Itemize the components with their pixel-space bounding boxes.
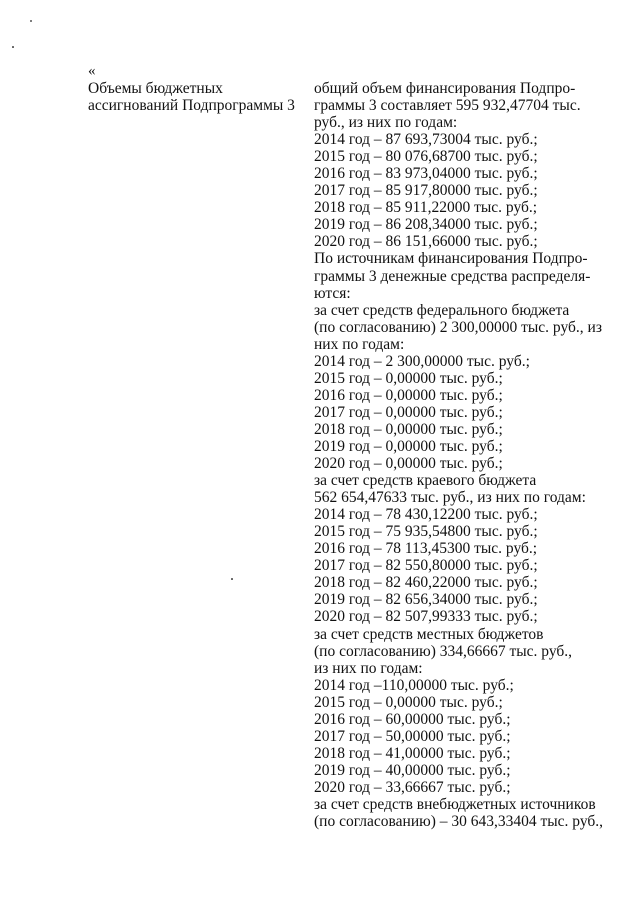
- value-line: (по согласованию) 2 300,00000 тыс. руб., из: [314, 318, 602, 336]
- scan-speck: [231, 578, 233, 580]
- value-line: руб., из них по годам:: [314, 114, 458, 132]
- label-line: Объемы бюджетных: [88, 80, 223, 97]
- value-line: 2016 год – 83 973,04000 тыс. руб.;: [314, 165, 538, 183]
- opening-quote: «: [88, 63, 96, 79]
- value-line: 2018 год – 85 911,22000 тыс. руб.;: [314, 199, 538, 217]
- value-line: 2020 год – 33,66667 тыс. руб.;: [314, 778, 511, 796]
- value-line: 2016 год – 60,00000 тыс. руб.;: [314, 710, 511, 728]
- label-line: ассигнований Подпрограммы 3: [88, 97, 295, 115]
- value-line: 2017 год – 82 550,80000 тыс. руб.;: [314, 557, 538, 575]
- value-line: (по согласованию) 334,66667 тыс. руб.,: [314, 642, 573, 660]
- value-line: 2014 год – 2 300,00000 тыс. руб.;: [314, 352, 530, 370]
- value-line: за счет средств федерального бюджета: [314, 301, 570, 319]
- value-line: 2020 год – 0,00000 тыс. руб.;: [314, 455, 503, 473]
- table-value-cell: [314, 80, 604, 830]
- value-line: 2018 год – 82 460,22000 тыс. руб.;: [314, 574, 538, 592]
- table-label-cell: [88, 80, 303, 114]
- value-line: 2015 год – 0,00000 тыс. руб.;: [314, 369, 503, 387]
- value-line: (по согласованию) – 30 643,33404 тыс. руб.,: [314, 813, 604, 831]
- value-line: за счет средств краевого бюджета: [314, 472, 537, 490]
- value-line: ются:: [314, 284, 351, 302]
- value-line: 2019 год – 86 208,34000 тыс. руб.;: [314, 216, 538, 234]
- value-line: 2015 год – 0,00000 тыс. руб.;: [314, 693, 503, 711]
- value-line: 2020 год – 82 507,99333 тыс. руб.;: [314, 608, 538, 626]
- value-line: за счет средств местных бюджетов: [314, 625, 544, 643]
- scan-speck: [12, 46, 14, 48]
- value-line: 2014 год – 87 693,73004 тыс. руб.;: [314, 131, 538, 149]
- value-line: 2019 год – 40,00000 тыс. руб.;: [314, 761, 511, 779]
- value-line: 2020 год – 86 151,66000 тыс. руб.;: [314, 233, 538, 251]
- value-line: из них по годам:: [314, 659, 423, 677]
- value-line: 2017 год – 0,00000 тыс. руб.;: [314, 403, 503, 421]
- value-line: 2018 год – 0,00000 тыс. руб.;: [314, 420, 503, 438]
- value-line: 2018 год – 41,00000 тыс. руб.;: [314, 744, 511, 762]
- value-line: общий объем финансирования Подпро-: [314, 80, 576, 97]
- value-line: 2019 год – 0,00000 тыс. руб.;: [314, 437, 503, 455]
- value-line: 2017 год – 50,00000 тыс. руб.;: [314, 727, 511, 745]
- scan-speck: [30, 20, 32, 22]
- value-line: 2019 год – 82 656,34000 тыс. руб.;: [314, 591, 538, 609]
- value-line: 2014 год – 78 430,12200 тыс. руб.;: [314, 506, 538, 524]
- value-line: 2015 год – 80 076,68700 тыс. руб.;: [314, 148, 538, 166]
- value-line: граммы 3 денежные средства распределя-: [314, 267, 591, 285]
- value-line: 2016 год – 78 113,45300 тыс. руб.;: [314, 540, 538, 558]
- value-line: 2014 год –110,00000 тыс. руб.;: [314, 676, 514, 694]
- value-line: них по годам:: [314, 335, 405, 353]
- value-line: 2017 год – 85 917,80000 тыс. руб.;: [314, 182, 538, 200]
- value-line: за счет средств внебюджетных источников: [314, 795, 596, 813]
- value-line: 562 654,47633 тыс. руб., из них по годам:: [314, 489, 586, 507]
- value-line: 2015 год – 75 935,54800 тыс. руб.;: [314, 523, 538, 541]
- value-line: граммы 3 составляет 595 932,47704 тыс.: [314, 97, 581, 115]
- value-line: 2016 год – 0,00000 тыс. руб.;: [314, 386, 503, 404]
- value-line: По источникам финансирования Подпро-: [314, 250, 588, 268]
